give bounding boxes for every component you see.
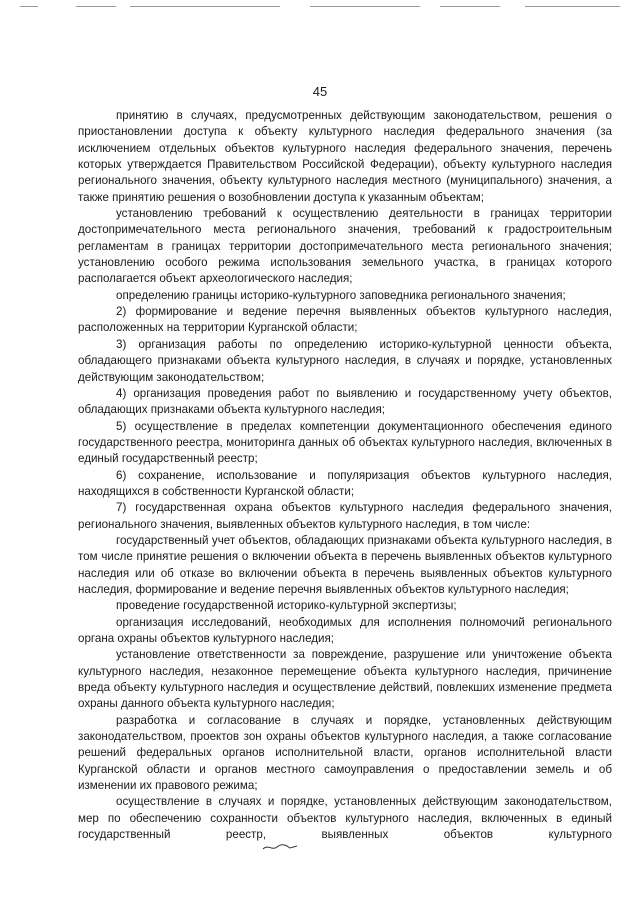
page-number: 45 xyxy=(312,84,328,99)
paragraph: государственный учет объектов, обладающих признаками объекта культурного наследия, в том числе принятие решения о включении объекта в перечень выявленных объектов культурного наследия или об отказе во включении объекта в перечень выявленных объектов культурного наследия, формирование и ведение перечня выявленных объектов культурного наследия; xyxy=(78,533,612,596)
document-body xyxy=(78,108,612,843)
paragraph: 7) государственная охрана объектов культурного наследия федерального значения, регионального значения, выявленных объектов культурного наследия, в том числе: xyxy=(78,501,612,531)
paragraph: установление ответственности за повреждение, разрушение или уничтожение объекта культурного наследия, незаконное перемещение объекта культурного наследия, причинение вреда объекту культурного наследия и осуществление действий, повлекших изменение предмета охраны данного объекта культурного наследия; xyxy=(78,648,612,711)
paragraph: разработка и согласование в случаях и порядке, установленных действующим законодательством, проектов зон охраны объектов культурного наследия, а также согласование решений федеральных органов исполнительной власти, органов исполнительной власти Курганской области и органов местного самоуправления о предоставлении земель и об изменении их правового режима; xyxy=(78,713,612,793)
paragraph: 3) организация работы по определению историко-культурной ценности объекта, обладающего признаками объекта культурного наследия, в случаях и порядке, установленных действующим законодательством; xyxy=(78,337,612,384)
paragraph: 6) сохранение, использование и популяризация объектов культурного наследия, находящихся в собственности Курганской области; xyxy=(78,468,612,498)
paragraph: осуществление в случаях и порядке, установленных действующим законодательством, мер по обеспечению сохранности объектов культурного наследия, включенных в единый государственный реестр, выявленных объектов культурного xyxy=(78,795,612,842)
paragraph: организация исследований, необходимых для исполнения полномочий регионального органа охраны объектов культурного наследия; xyxy=(78,615,612,645)
scan-artifact-top xyxy=(20,6,620,10)
paragraph: определению границы историко-культурного заповедника регионального значения; xyxy=(116,288,566,302)
paragraph: принятию в случаях, предусмотренных действующим законодательством, решения о приостановлении доступа к объекту культурного наследия федерального значения (за исключением отдельных объектов культурного наследия федерального значения, перечень которых утверждается Правительством Российской Федерации), объекту культурного наследия регионального значения, объекту культурного наследия местного (муниципального) значения, а также принятию решения о возобновлении доступа к указанным объектам; xyxy=(78,109,612,204)
paragraph: 5) осуществление в пределах компетенции документационного обеспечения единого государственного реестра, мониторинга данных об объектах культурного наследия, включенных в единый государственный реестр; xyxy=(78,419,612,466)
paragraph: проведение государственной историко-культурной экспертизы; xyxy=(116,599,457,613)
signature-mark xyxy=(262,842,298,852)
paragraph: 4) организация проведения работ по выявлению и государственному учету объектов, обладающих признаками объекта культурного наследия; xyxy=(78,386,612,417)
paragraph: 2) формирование и ведение перечня выявленных объектов культурного наследия, расположенных на территории Курганской области; xyxy=(78,305,612,335)
paragraph: установлению требований к осуществлению деятельности в границах территории достопримечательного места регионального значения, требований к градостроительным регламентам в границах территории достопримечательного места регионального значения; установлению особого режима использования земельного участка, в границах которого располагается объект археологического наследия; xyxy=(78,207,612,286)
